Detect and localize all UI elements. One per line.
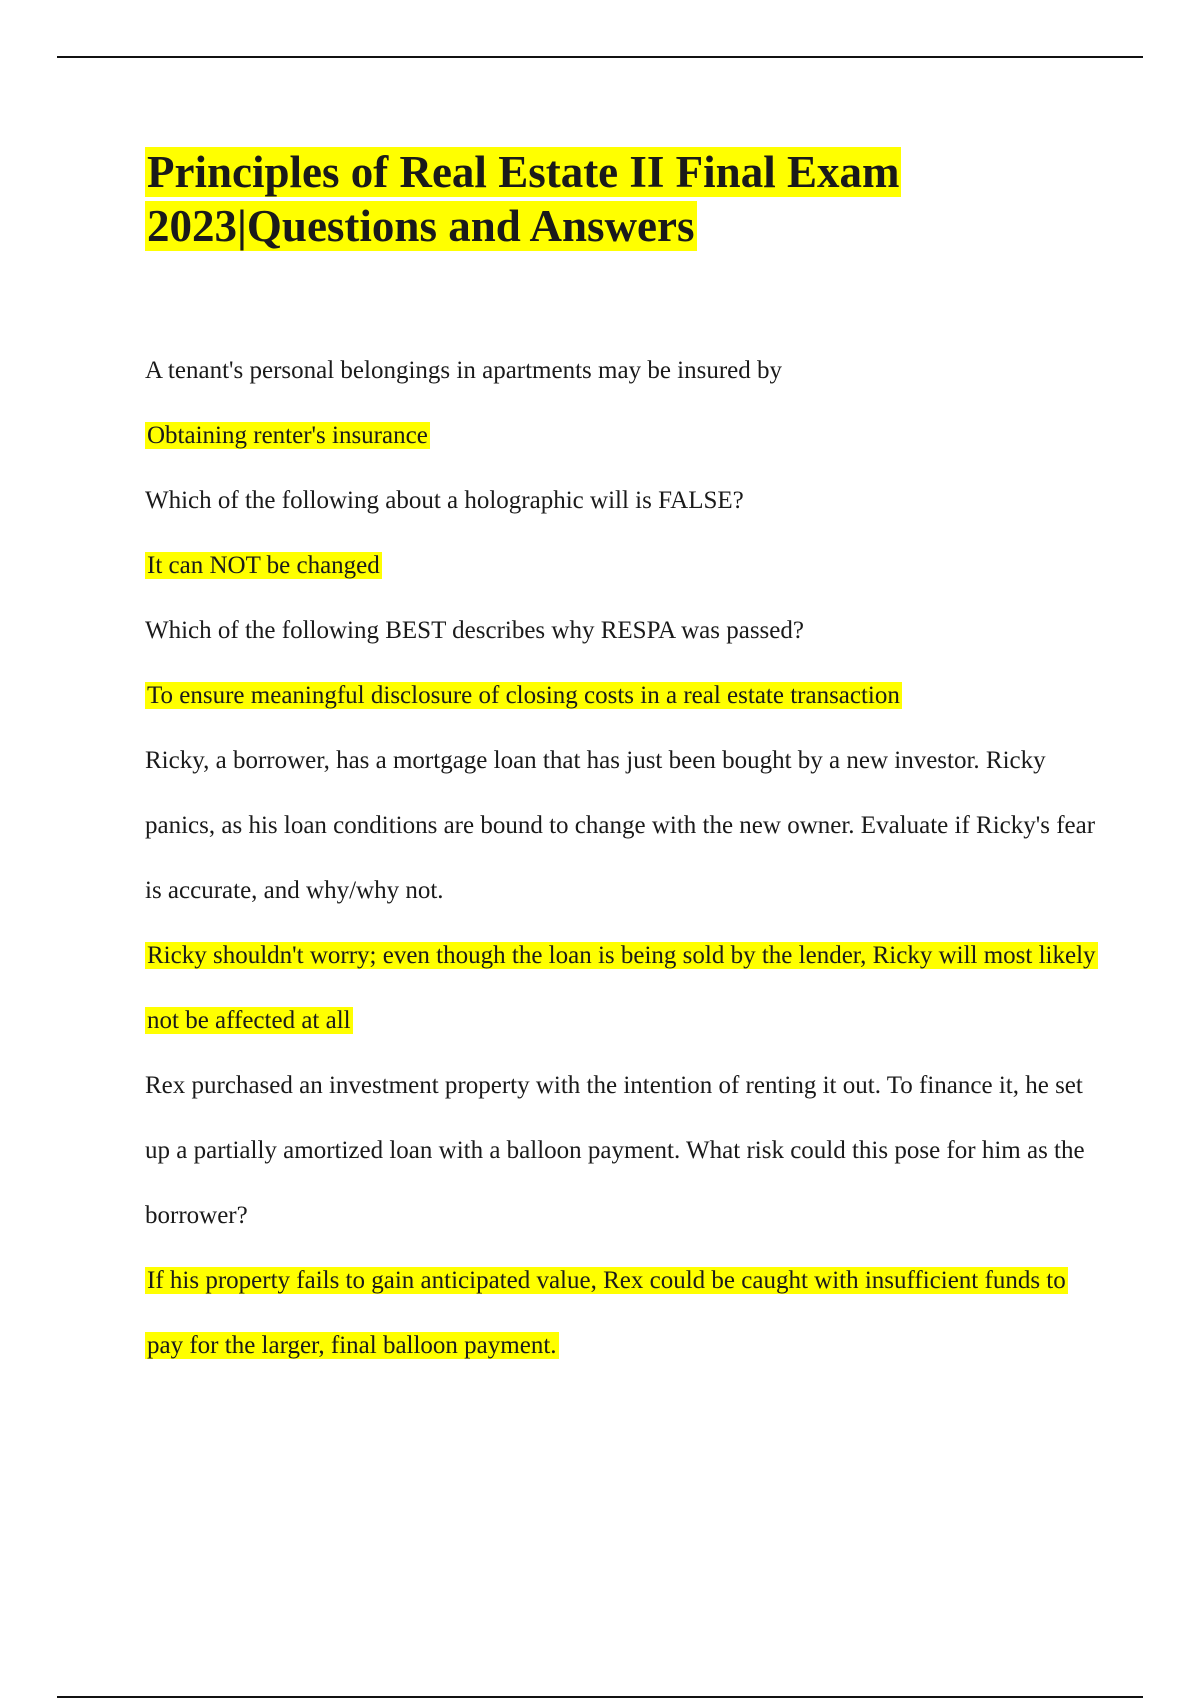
answer-highlight: Ricky shouldn't worry; even though the loan is being sold by the lender, Ricky will most likely not be affected at all: [147, 942, 1096, 1034]
document-body: [145, 145, 1105, 1378]
question-4: Ricky, a borrower, has a mortgage loan that has just been bought by a new investor. Ricky panics, as his loan conditions are bound to change with the new owner. Evaluate if Ricky's fear is accurate, and why/why not.: [145, 747, 1096, 904]
answer-highlight: Obtaining renter's insurance: [147, 422, 428, 449]
question-5: Rex purchased an investment property with the intention of renting it out. To finance it, he set up a partially amortized loan with a balloon payment. What risk could this pose for him as the borrower?: [145, 1072, 1085, 1229]
question-1: A tenant's personal belongings in apartments may be insured by: [145, 357, 783, 384]
answer-highlight: It can NOT be changed: [147, 552, 380, 579]
answer-highlight: If his property fails to gain anticipated value, Rex could be caught with insufficient funds to pay for the larger, final balloon payment.: [147, 1267, 1066, 1359]
answer-highlight: To ensure meaningful disclosure of closing costs in a real estate transaction: [147, 682, 900, 709]
answer-3: [145, 663, 1105, 728]
question-2: Which of the following about a holographic will is FALSE?: [145, 487, 744, 514]
qa-list: [145, 338, 1105, 1378]
footer-rule: [57, 1696, 1143, 1698]
header-rule: [57, 56, 1143, 58]
title-highlight: Principles of Real Estate II Final Exam 2023|Questions and Answers: [147, 147, 900, 251]
answer-5: [145, 1248, 1105, 1378]
question-3: Which of the following BEST describes why RESPA was passed?: [145, 617, 804, 644]
answer-4: [145, 923, 1105, 1053]
document-title: [145, 145, 1105, 253]
answer-1: [145, 403, 1105, 468]
answer-2: [145, 533, 1105, 598]
